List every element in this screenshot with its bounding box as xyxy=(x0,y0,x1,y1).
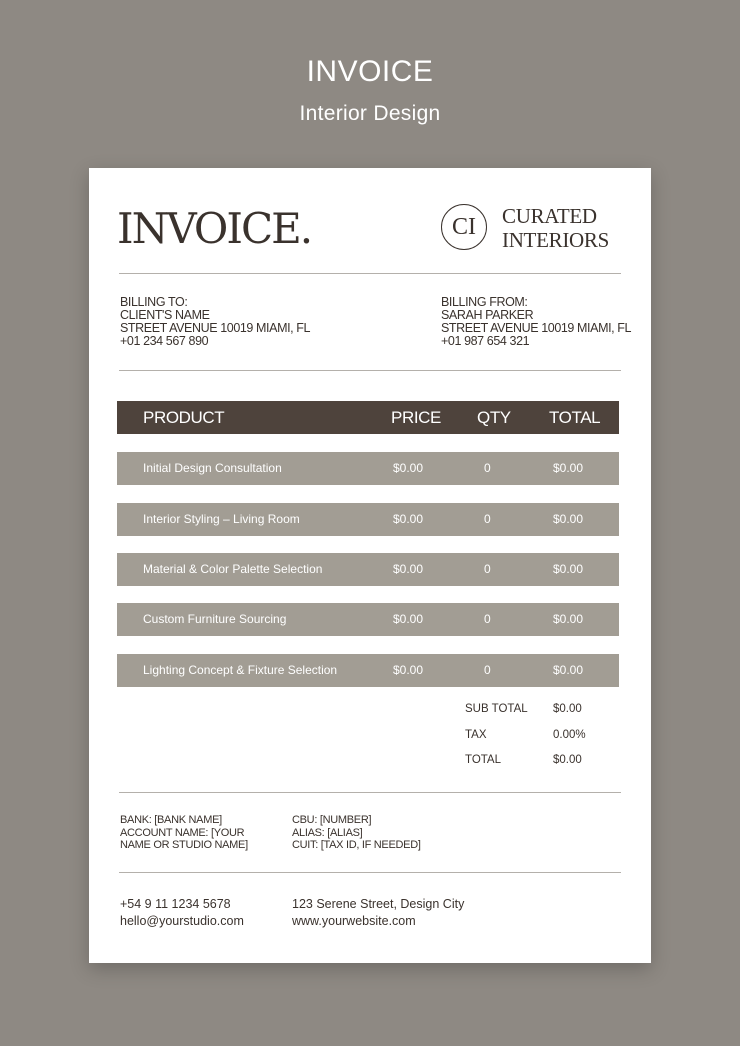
cuit: CUIT: [TAX ID, IF NEEDED] xyxy=(292,839,421,851)
billing-from-phone: +01 987 654 321 xyxy=(441,334,530,348)
row-product: Custom Furniture Sourcing xyxy=(143,612,287,626)
table-header xyxy=(117,401,619,434)
bank-details xyxy=(120,814,248,852)
subtotal-value: $0.00 xyxy=(553,703,582,715)
banner-title: INVOICE xyxy=(306,55,434,88)
alias: ALIAS: [ALIAS] xyxy=(292,826,363,839)
row-total: $0.00 xyxy=(553,612,584,626)
divider xyxy=(119,792,621,793)
table-row xyxy=(117,603,619,636)
divider xyxy=(119,273,621,274)
header-price: PRICE xyxy=(391,408,441,427)
row-qty: 0 xyxy=(484,562,491,576)
row-price: $0.00 xyxy=(393,562,424,576)
row-product: Material & Color Palette Selection xyxy=(143,562,323,576)
payment-ids xyxy=(292,814,421,852)
divider xyxy=(119,872,621,873)
billing-to-phone: +01 234 567 890 xyxy=(120,334,209,348)
row-price: $0.00 xyxy=(393,512,424,526)
row-total: $0.00 xyxy=(553,562,584,576)
row-price: $0.00 xyxy=(393,461,424,475)
row-qty: 0 xyxy=(484,461,491,475)
account-name-line2: NAME OR STUDIO NAME] xyxy=(120,839,248,851)
header-total: TOTAL xyxy=(549,408,601,427)
bank-name: BANK: [BANK NAME] xyxy=(120,814,222,826)
contact-address: 123 Serene Street, Design City xyxy=(292,897,465,911)
row-total: $0.00 xyxy=(553,461,584,475)
banner-subtitle: Interior Design xyxy=(299,102,441,125)
invoice-title: INVOICE. xyxy=(117,204,312,253)
billing-to-address: STREET AVENUE 10019 MIAMI, FL xyxy=(120,321,311,335)
cbu: CBU: [NUMBER] xyxy=(292,814,372,826)
brand-name-line1: CURATED xyxy=(502,204,597,228)
row-product: Lighting Concept & Fixture Selection xyxy=(143,663,338,677)
contact-right xyxy=(292,896,464,930)
brand-name-line2: INTERIORS xyxy=(502,228,609,252)
billing-to-label: BILLING TO: xyxy=(120,295,188,309)
row-product: Interior Styling – Living Room xyxy=(143,512,300,526)
contact-left xyxy=(120,896,244,930)
billing-from-name: SARAH PARKER xyxy=(441,308,534,322)
billing-from-label: BILLING FROM: xyxy=(441,295,528,309)
contact-phone: +54 9 11 1234 5678 xyxy=(120,897,231,911)
row-total: $0.00 xyxy=(553,663,584,677)
tax-value: 0.00% xyxy=(553,729,586,741)
table-row xyxy=(117,654,619,687)
account-name-line1: ACCOUNT NAME: [YOUR xyxy=(120,826,245,839)
billing-from xyxy=(441,296,631,348)
table-row xyxy=(117,503,619,536)
contact-website[interactable]: www.yourwebsite.com xyxy=(292,914,416,928)
table-row xyxy=(117,452,619,485)
contact-email[interactable]: hello@yourstudio.com xyxy=(120,914,244,928)
invoice-page xyxy=(89,168,651,963)
table-row xyxy=(117,553,619,586)
header-qty: QTY xyxy=(477,408,511,427)
billing-to-name: CLIENT'S NAME xyxy=(120,308,210,322)
divider xyxy=(119,370,621,371)
total-value: $0.00 xyxy=(553,754,582,766)
row-price: $0.00 xyxy=(393,612,424,626)
tax-label: TAX xyxy=(465,729,487,741)
row-qty: 0 xyxy=(484,512,491,526)
brand-name xyxy=(502,204,609,252)
brand-logo-monogram: CI xyxy=(441,204,487,250)
header-product: PRODUCT xyxy=(143,408,225,427)
total-label: TOTAL xyxy=(465,754,501,766)
subtotal-label: SUB TOTAL xyxy=(465,703,528,715)
row-total: $0.00 xyxy=(553,512,584,526)
row-price: $0.00 xyxy=(393,663,424,677)
billing-from-address: STREET AVENUE 10019 MIAMI, FL xyxy=(441,321,632,335)
row-qty: 0 xyxy=(484,663,491,677)
row-product: Initial Design Consultation xyxy=(143,461,282,475)
row-qty: 0 xyxy=(484,612,491,626)
billing-to xyxy=(120,296,310,348)
